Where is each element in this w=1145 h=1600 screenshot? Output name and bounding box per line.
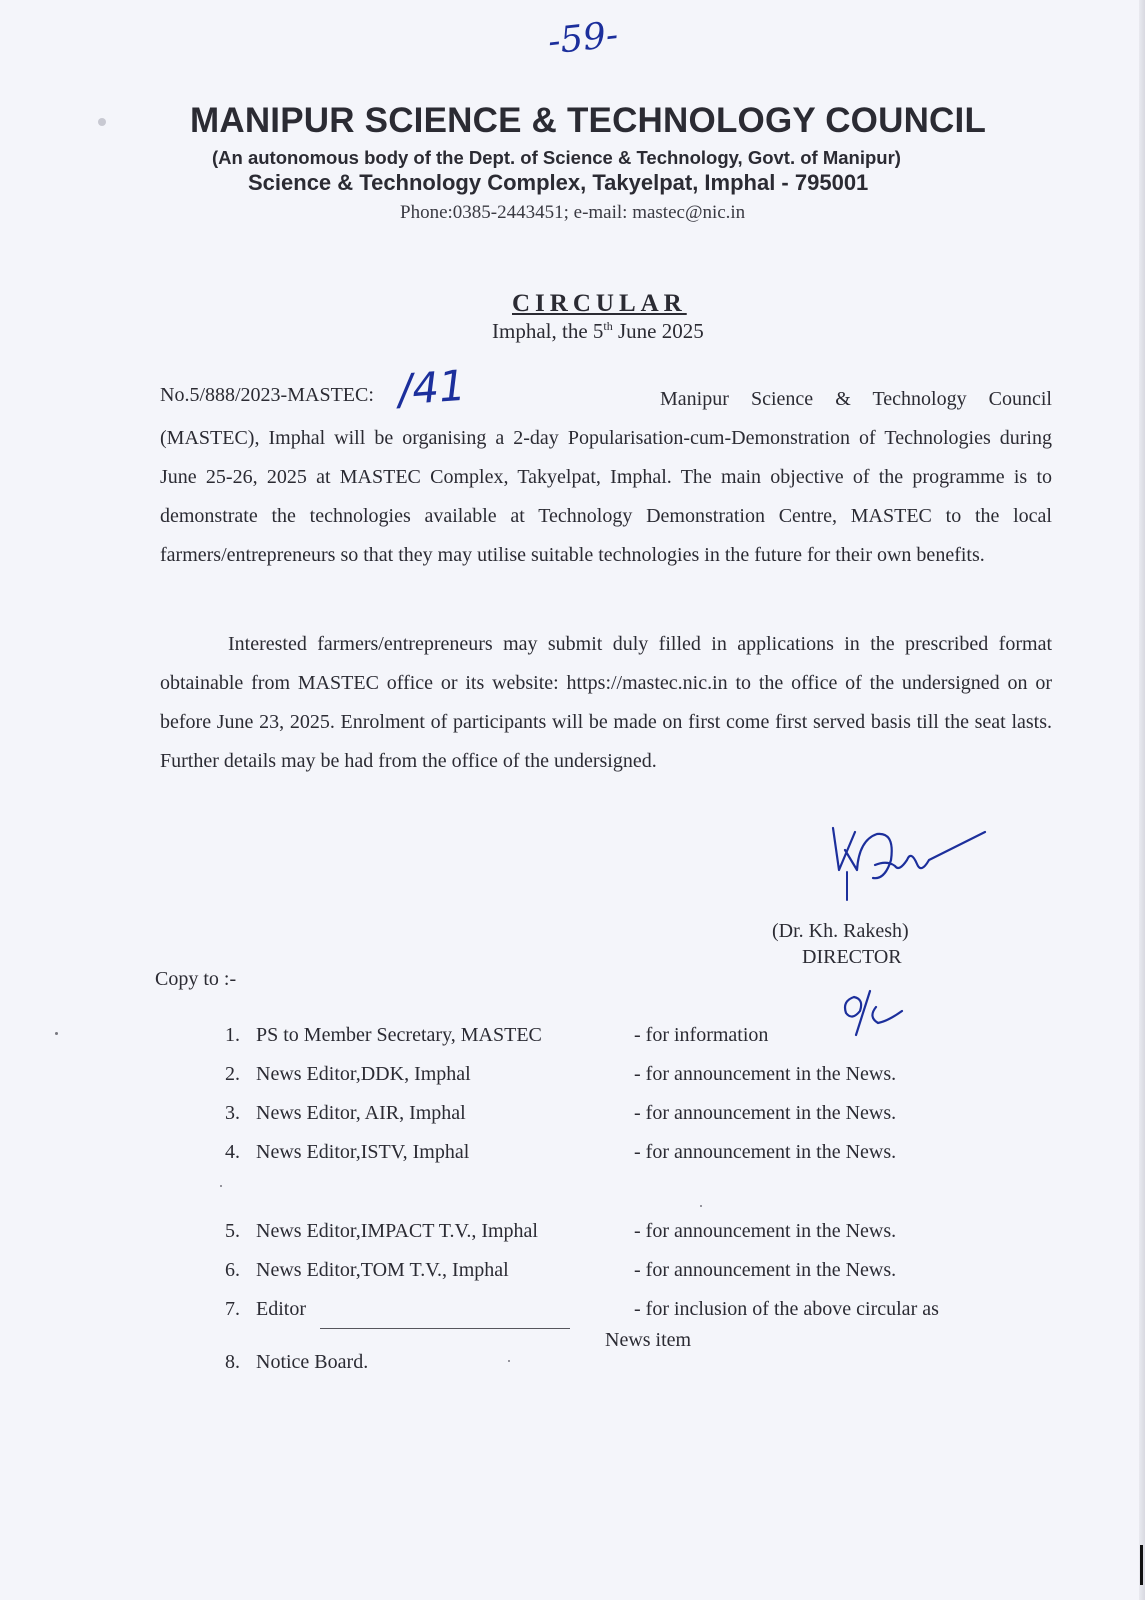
copy-item-purpose: - for announcement in the News.: [634, 1220, 897, 1242]
copy-item-purpose: - for announcement in the News.: [634, 1259, 897, 1281]
copy-item-number: 3.: [225, 1102, 240, 1124]
date-suffix: June 2025: [612, 319, 704, 343]
org-name: MANIPUR SCIENCE & TECHNOLOGY COUNCIL: [190, 101, 987, 140]
copy-item-purpose: - for inclusion of the above circular as: [634, 1298, 939, 1320]
scan-speck: [700, 1205, 702, 1207]
copy-item-number: 4.: [225, 1141, 240, 1163]
signatory-name: (Dr. Kh. Rakesh): [772, 920, 909, 942]
copy-item-recipient: News Editor,DDK, Imphal: [256, 1063, 471, 1085]
copy-item-recipient: News Editor, AIR, Imphal: [256, 1102, 466, 1124]
org-subtitle: (An autonomous body of the Dept. of Science & Technology, Govt. of Manipur): [212, 147, 901, 168]
copy-item-recipient: Editor: [256, 1298, 306, 1320]
copy-item-number: 6.: [225, 1259, 240, 1281]
scan-speck: [98, 118, 106, 126]
copy-item-number: 8.: [225, 1351, 240, 1373]
body-paragraph-1: Manipur Science & Technology Council (MASTEC), Imphal will be organising a 2-day Popularisation-cum-Demonstration of Technologies during June 25-26, 2025 at MASTEC Complex, Takyelpat, Imphal. The main objective of the programme is to demonstrate the technologies available at Technology Demonstration Centre, MASTEC to the local farmers/entrepreneurs so that they may utilise suitable technologies in the future for their own benefits.: [160, 388, 1052, 566]
circular-date: [492, 319, 704, 344]
copy-item-number: 1.: [225, 1024, 240, 1046]
signatory-title: DIRECTOR: [802, 946, 902, 968]
copy-item: [218, 1298, 1018, 1328]
copy-item: [218, 1102, 1018, 1132]
scan-speck: [220, 1185, 222, 1187]
editor-blank-line: [320, 1328, 570, 1329]
copy-item-recipient: News Editor,IMPACT T.V., Imphal: [256, 1220, 538, 1242]
copy-item-purpose: - for announcement in the News.: [634, 1063, 897, 1085]
copy-item: [218, 1141, 1018, 1171]
copy-item: [218, 1259, 1018, 1289]
scan-speck: [55, 1032, 58, 1035]
copy-item-number: 5.: [225, 1220, 240, 1242]
copy-item-number: 2.: [225, 1063, 240, 1085]
org-contact: Phone:0385-2443451; e-mail: mastec@nic.in: [400, 202, 746, 223]
copy-item-recipient: News Editor,ISTV, Imphal: [256, 1141, 470, 1163]
copy-item-recipient: PS to Member Secretary, MASTEC: [256, 1024, 542, 1046]
handwritten-page-number: -59-: [546, 14, 621, 63]
copy-item: [218, 1063, 1018, 1093]
reference-number: No.5/888/2023-MASTEC:: [160, 384, 374, 406]
date-prefix: Imphal, the 5: [492, 319, 604, 343]
copy-item: [218, 1220, 1018, 1250]
copy-item-purpose: - for announcement in the News.: [634, 1141, 897, 1163]
scan-speck: [508, 1360, 510, 1362]
copy-item-purpose-continued: News item: [605, 1329, 692, 1351]
org-address: Science & Technology Complex, Takyelpat, Imphal - 795001: [248, 170, 869, 195]
copy-item-number: 7.: [225, 1298, 240, 1320]
date-ordinal: th: [603, 319, 613, 333]
copy-item-recipient: News Editor,TOM T.V., Imphal: [256, 1259, 509, 1281]
handwritten-reference: /41: [396, 360, 468, 415]
copy-item: [218, 1351, 1018, 1381]
copy-to-heading: Copy to :-: [155, 968, 237, 990]
copy-item-recipient: Notice Board.: [256, 1351, 369, 1373]
circular-title: CIRCULAR: [512, 290, 687, 317]
copy-item-purpose: - for announcement in the News.: [634, 1102, 897, 1124]
body-paragraph-2: Interested farmers/entrepreneurs may submit duly filled in applications in the prescribed format obtainable from MASTEC office or its website: https://mastec.nic.in to the office of the undersigned on or before June 23, 2025. Enrolment of participants will be made on first come first served basis till the seat lasts. Further details may be had from the office of the undersigned.: [160, 633, 1052, 772]
director-signature: [825, 820, 1005, 915]
copy-item: [218, 1024, 1018, 1054]
copy-item-purpose: - for information: [634, 1024, 769, 1046]
page-edge: [1139, 0, 1145, 1600]
scan-edge-mark: [1140, 1545, 1143, 1585]
